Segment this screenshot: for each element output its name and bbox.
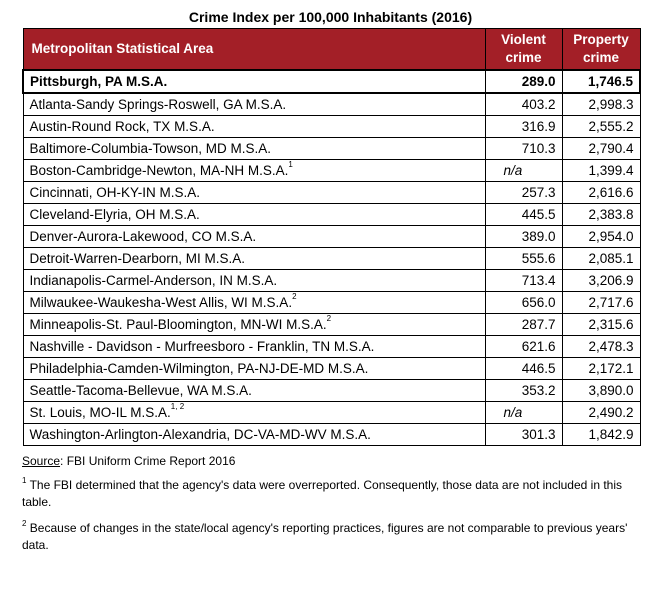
footnote-1-text: The FBI determined that the agency's data were overreported. Consequently, those data are not included in this table.: [22, 478, 622, 509]
cell-violent-crime: 713.4: [485, 270, 562, 292]
table-row: [23, 314, 640, 336]
cell-violent-crime: 389.0: [485, 226, 562, 248]
cell-violent-crime: n/a: [485, 402, 562, 424]
cell-violent-crime: n/a: [485, 160, 562, 182]
cell-property-crime: 2,315.6: [562, 314, 640, 336]
footnote-2: [22, 520, 632, 554]
cell-property-crime: 1,399.4: [562, 160, 640, 182]
footnote-2-text: Because of changes in the state/local agency's reporting practices, figures are not comparable to previous years' data.: [22, 521, 628, 552]
area-name-text: Washington-Arlington-Alexandria, DC-VA-MD-WV M.S.A.: [29, 427, 371, 442]
header-violent-line2: crime: [505, 50, 542, 65]
table-row: [23, 424, 640, 446]
footnote-2-mark: 2: [22, 519, 27, 528]
table-row: [23, 70, 640, 93]
cell-violent-crime: 289.0: [485, 70, 562, 93]
table-row: [23, 358, 640, 380]
cell-area-name: [23, 270, 485, 292]
footnote-marker: 1, 2: [170, 402, 185, 411]
cell-violent-crime: 257.3: [485, 182, 562, 204]
table-row: [23, 336, 640, 358]
cell-area-name: [23, 160, 485, 182]
cell-area-name: [23, 402, 485, 424]
table-header: [23, 29, 640, 71]
cell-property-crime: 3,206.9: [562, 270, 640, 292]
area-name-text: Detroit-Warren-Dearborn, MI M.S.A.: [29, 251, 246, 266]
footnote-marker: 1: [288, 160, 293, 169]
table-row: [23, 160, 640, 182]
cell-property-crime: 2,555.2: [562, 116, 640, 138]
cell-property-crime: 2,172.1: [562, 358, 640, 380]
area-name-text: Baltimore-Columbia-Towson, MD M.S.A.: [29, 141, 272, 156]
cell-area-name: [23, 70, 485, 93]
area-name-text: Boston-Cambridge-Newton, MA-NH M.S.A.: [29, 163, 289, 178]
cell-property-crime: 2,998.3: [562, 93, 640, 116]
area-name-text: Cleveland-Elyria, OH M.S.A.: [29, 207, 200, 222]
cell-area-name: [23, 336, 485, 358]
footnote-marker: 2: [292, 292, 297, 301]
cell-property-crime: 2,954.0: [562, 226, 640, 248]
area-name-text: Philadelphia-Camden-Wilmington, PA-NJ-DE-MD M.S.A.: [29, 361, 369, 376]
cell-violent-crime: 446.5: [485, 358, 562, 380]
table-row: [23, 270, 640, 292]
cell-area-name: [23, 116, 485, 138]
source-label: Source: [22, 454, 61, 468]
table-row: [23, 248, 640, 270]
cell-property-crime: 2,490.2: [562, 402, 640, 424]
footnote-1: [22, 477, 632, 511]
area-name-text: Nashville - Davidson - Murfreesboro - Franklin, TN M.S.A.: [29, 339, 375, 354]
cell-violent-crime: 316.9: [485, 116, 562, 138]
cell-violent-crime: 656.0: [485, 292, 562, 314]
cell-area-name: [23, 292, 485, 314]
source-line: [22, 454, 639, 468]
table-row: [23, 226, 640, 248]
area-name-text: Indianapolis-Carmel-Anderson, IN M.S.A.: [29, 273, 278, 288]
area-name-text: Cincinnati, OH-KY-IN M.S.A.: [29, 185, 201, 200]
crime-index-table: [22, 28, 641, 446]
cell-violent-crime: 710.3: [485, 138, 562, 160]
cell-property-crime: 2,790.4: [562, 138, 640, 160]
table-row: [23, 93, 640, 116]
table-row: [23, 292, 640, 314]
table-row: [23, 402, 640, 424]
table-title: Crime Index per 100,000 Inhabitants (2016): [188, 9, 473, 25]
area-name-text: Austin-Round Rock, TX M.S.A.: [29, 119, 215, 134]
crime-index-document: [22, 8, 639, 554]
cell-violent-crime: 353.2: [485, 380, 562, 402]
cell-violent-crime: 621.6: [485, 336, 562, 358]
cell-property-crime: 1,842.9: [562, 424, 640, 446]
area-name-text: Atlanta-Sandy Springs-Roswell, GA M.S.A.: [29, 97, 287, 112]
table-body: [23, 70, 640, 446]
cell-property-crime: 2,383.8: [562, 204, 640, 226]
table-row: [23, 138, 640, 160]
cell-area-name: [23, 226, 485, 248]
cell-area-name: [23, 248, 485, 270]
area-name-text: Seattle-Tacoma-Bellevue, WA M.S.A.: [29, 383, 252, 398]
header-property-line2: crime: [582, 50, 620, 65]
table-row: [23, 204, 640, 226]
cell-area-name: [23, 380, 485, 402]
cell-violent-crime: 287.7: [485, 314, 562, 336]
cell-property-crime: 1,746.5: [562, 70, 640, 93]
source-text: : FBI Uniform Crime Report 2016: [60, 454, 236, 468]
header-violent-line1: Violent: [501, 32, 546, 47]
cell-area-name: [23, 182, 485, 204]
cell-violent-crime: 555.6: [485, 248, 562, 270]
area-name-text: Minneapolis-St. Paul-Bloomington, MN-WI M.S.A.: [29, 317, 327, 332]
area-name-text: Pittsburgh, PA M.S.A.: [30, 74, 168, 89]
header-violent: [485, 29, 562, 71]
header-property: [562, 29, 640, 71]
area-name-text: Milwaukee-Waukesha-West Allis, WI M.S.A.: [29, 295, 293, 310]
footnote-marker: 2: [326, 314, 332, 323]
header-area: Metropolitan Statistical Area: [23, 29, 485, 71]
cell-area-name: [23, 424, 485, 446]
cell-property-crime: 2,616.6: [562, 182, 640, 204]
table-row: [23, 380, 640, 402]
cell-violent-crime: 301.3: [485, 424, 562, 446]
header-property-line1: Property: [573, 32, 629, 47]
cell-violent-crime: 445.5: [485, 204, 562, 226]
table-row: [23, 182, 640, 204]
footnote-1-mark: 1: [22, 476, 27, 485]
area-name-text: St. Louis, MO-IL M.S.A.: [29, 405, 171, 420]
cell-area-name: [23, 358, 485, 380]
cell-property-crime: 2,085.1: [562, 248, 640, 270]
cell-area-name: [23, 138, 485, 160]
cell-property-crime: 2,478.3: [562, 336, 640, 358]
cell-violent-crime: 403.2: [485, 93, 562, 116]
cell-area-name: [23, 314, 485, 336]
table-row: [23, 116, 640, 138]
area-name-text: Denver-Aurora-Lakewood, CO M.S.A.: [29, 229, 257, 244]
cell-property-crime: 2,717.6: [562, 292, 640, 314]
cell-area-name: [23, 93, 485, 116]
cell-area-name: [23, 204, 485, 226]
cell-property-crime: 3,890.0: [562, 380, 640, 402]
